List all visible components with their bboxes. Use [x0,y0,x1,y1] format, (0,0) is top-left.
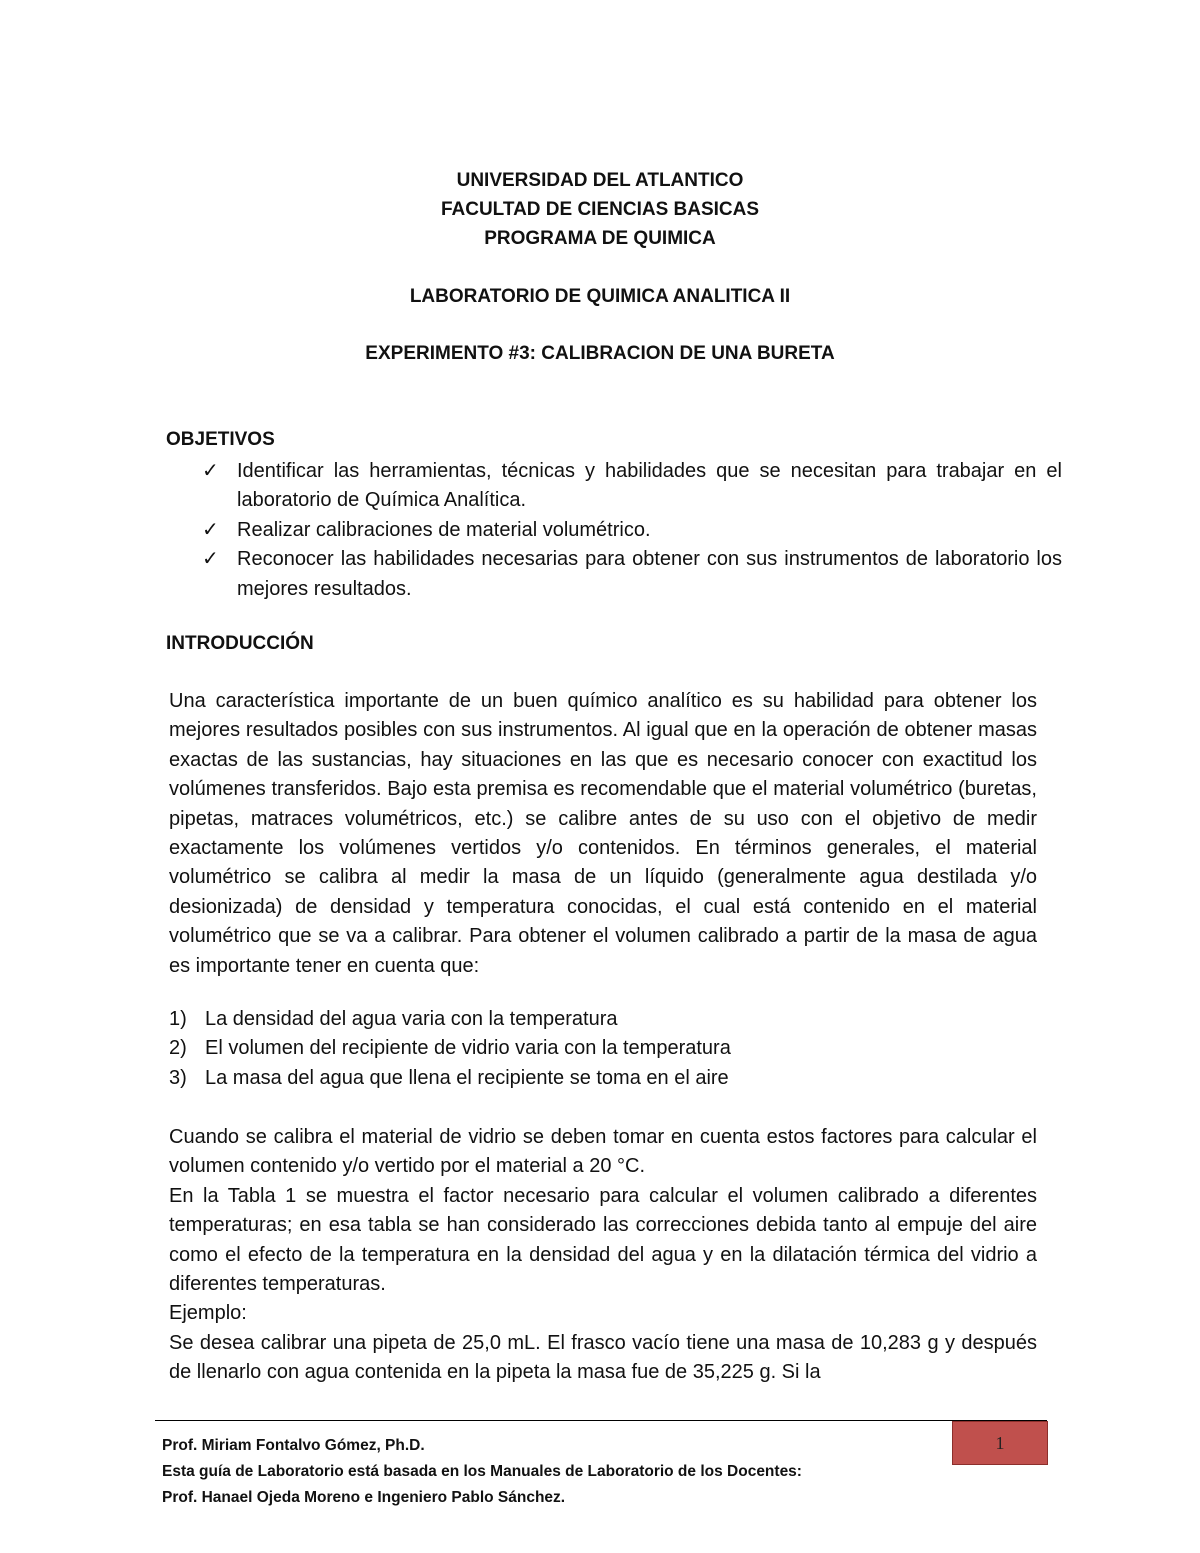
introduction-heading: INTRODUCCIÓN [166,633,314,654]
experiment-title: EXPERIMENTO #3: CALIBRACION DE UNA BURETA [365,343,835,364]
example-paragraph: Se desea calibrar una pipeta de 25,0 mL. El frasco vacío tiene una masa de 10,283 g y después de llenarlo con agua contenida en la pipeta la masa fue de 35,225 g. Si la [169,1331,1037,1384]
calibration-text-block [169,1123,1037,1388]
footer-credits: Prof. Hanael Ojeda Moreno e Ingeniero Pablo Sánchez. [162,1489,566,1506]
page-number: 1 [995,1433,1005,1453]
university-name: UNIVERSIDAD DEL ATLANTICO [456,170,744,191]
objective-text: Identificar las herramientas, técnicas y habilidades que se necesitan para trabajar en el laboratorio de Química Analítica. [237,460,1062,512]
objectives-heading: OBJETIVOS [166,429,275,450]
list-item [166,457,1062,516]
example-label: Ejemplo: [169,1302,247,1325]
checkmark-icon: ✓ [202,548,219,571]
calibration-paragraph: Cuando se calibra el material de vidrio se deben tomar en cuenta estos factores para calcular el volumen contenido y/o vertido por el material a 20 °C. [169,1126,1037,1178]
lab-title: LABORATORIO DE QUIMICA ANALITICA II [409,286,791,307]
item-number: 2) [169,1037,187,1060]
factor-text: El volumen del recipiente de vidrio varia con la temperatura [205,1037,731,1060]
objectives-list [166,457,1062,604]
checkmark-icon: ✓ [202,460,219,482]
program-name: PROGRAMA DE QUIMICA [484,228,716,249]
checkmark-icon: ✓ [202,518,219,541]
objective-text: Realizar calibraciones de material volumétrico. [237,518,651,541]
introduction-paragraph: Una característica importante de un buen químico analítico es su habilidad para obtener los mejores resultados posibles con sus instrumentos. Al igual que en la operación de obtener masas exactas de las sustancias, hay situaciones en las que es necesario conocer con exactitud los volúmenes transferidos. Bajo esta premisa es recomendable que el material volumétrico (buretas, pipetas, matraces volumétricos, etc.) se calibre antes de su uso con el objetivo de medir exactamente los volúmenes vertidos y/o contenidos. En términos generales, el material volumétrico se calibra al medir la masa de un líquido (generalmente agua destilada y/o desionizada) de densidad y temperatura conocidas, el cual está contenido en el material volumétrico que se va a calibrar. Para obtener el volumen calibrado a partir de la masa de agua es importante tener en cuenta que: [169,690,1037,977]
footer-note: Esta guía de Laboratorio está basada en los Manuales de Laboratorio de los Docentes: [162,1463,802,1480]
footer-author: Prof. Miriam Fontalvo Gómez, Ph.D. [162,1437,425,1454]
list-item [166,516,1062,545]
factor-text: La masa del agua que llena el recipiente se toma en el aire [205,1066,729,1089]
table-reference-paragraph: En la Tabla 1 se muestra el factor necesario para calcular el volumen calibrado a diferentes temperaturas; en esa tabla se han considerado las correcciones debida tanto al empuje del aire como el efecto de la temperatura en la densidad del agua y en la dilatación térmica del vidrio a diferentes temperaturas. [169,1184,1037,1296]
item-number: 1) [169,1008,187,1030]
list-item [169,1034,1037,1063]
list-item [169,1005,1037,1034]
factors-list [169,1005,1037,1093]
list-item [169,1064,1037,1093]
factor-text: La densidad del agua varia con la temperatura [205,1008,618,1030]
footer-divider [155,1420,1047,1421]
item-number: 3) [169,1066,187,1089]
faculty-name: FACULTAD DE CIENCIAS BASICAS [440,199,760,220]
page-number-box [952,1421,1048,1465]
list-item [166,545,1062,604]
objective-text: Reconocer las habilidades necesarias para obtener con sus instrumentos de laboratorio los mejores resultados. [237,548,1062,600]
